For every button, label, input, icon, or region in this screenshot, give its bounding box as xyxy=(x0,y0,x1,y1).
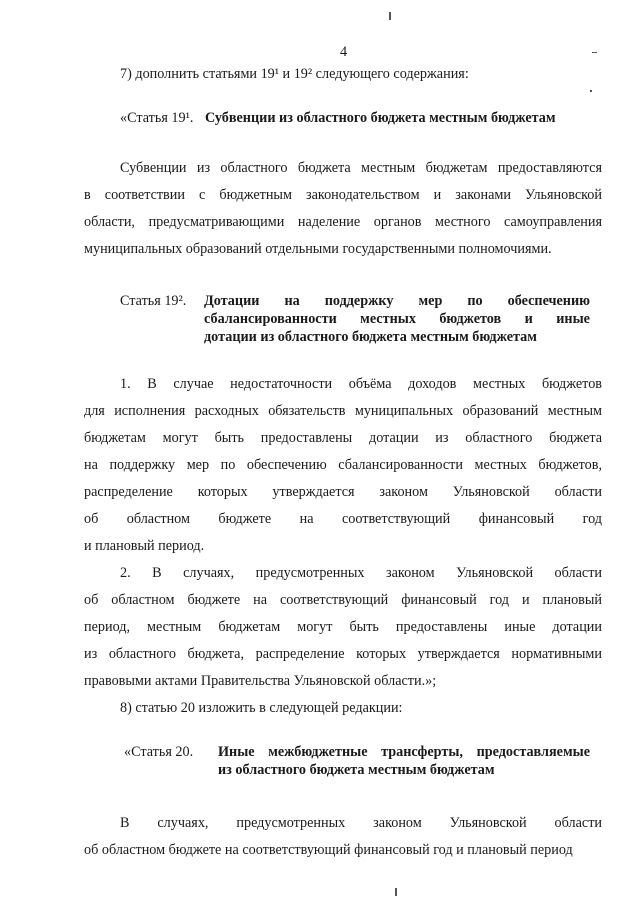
article-19-1-line: в соответствии с бюджетным законодательством и законами Ульяновской xyxy=(84,187,602,203)
article-20-line: В случаях, предусмотренных законом Ульяновской области xyxy=(120,815,602,831)
article-19-2-para1-line: бюджетам могут быть предоставлены дотации из областного бюджета xyxy=(84,430,602,446)
item-8-line: 8) статью 20 изложить в следующей редакции: xyxy=(120,700,403,716)
scan-mark xyxy=(590,90,592,92)
article-20-title-line-2: из областного бюджета местным бюджетам xyxy=(218,762,495,778)
scan-mark xyxy=(389,12,391,20)
article-20-title-line-1: Иные межбюджетные трансферты, предоставляемые xyxy=(218,744,590,760)
article-19-1-heading xyxy=(120,108,556,128)
article-19-2-para2-line: правовыми актами Правительства Ульяновской области.»; xyxy=(84,673,437,689)
article-19-2-title-line-1: Дотации на поддержку мер по обеспечению xyxy=(204,293,590,309)
scan-mark xyxy=(395,888,397,896)
article-19-1-prefix: «Статья 19¹. xyxy=(120,110,194,126)
article-19-2-para1-line: и плановый период. xyxy=(84,538,205,554)
article-19-1-line: муниципальных образований отдельными государственными полномочиями. xyxy=(84,241,552,257)
article-20-line: об областном бюджете на соответствующий финансовый год и плановый период xyxy=(84,842,573,858)
article-19-1-title: Субвенции из областного бюджета местным бюджетам xyxy=(204,110,556,126)
intro-line: 7) дополнить статьями 19¹ и 19² следующего содержания: xyxy=(120,66,469,82)
scan-mark xyxy=(592,52,597,53)
article-19-2-title-line-2: сбалансированности местных бюджетов и иные xyxy=(204,311,590,327)
article-19-2-prefix: Статья 19². xyxy=(120,293,187,309)
article-19-1-line: области, предусматривающими наделение органов местного самоуправления xyxy=(84,214,602,230)
article-19-2-para1-line: распределение которых утверждается законом Ульяновской области xyxy=(84,484,602,500)
article-19-1-line: Субвенции из областного бюджета местным бюджетам предоставляются xyxy=(120,160,602,176)
article-19-2-para1-line: для исполнения расходных обязательств муниципальных образований местным xyxy=(84,403,602,419)
page-number: 4 xyxy=(340,44,348,60)
article-19-2-title-line-3: дотации из областного бюджета местным бюджетам xyxy=(204,329,537,345)
article-19-2-para2-line: из областного бюджета, распределение которых утверждается нормативными xyxy=(84,646,602,662)
article-19-2-para1-line: об областном бюджете на соответствующий финансовый год xyxy=(84,511,602,527)
article-19-2-para2-line: 2. В случаях, предусмотренных законом Ульяновской области xyxy=(120,565,602,581)
article-20-prefix: «Статья 20. xyxy=(124,744,194,760)
article-19-2-para1-line: на поддержку мер по обеспечению сбалансированности местных бюджетов, xyxy=(84,457,602,473)
article-19-2-para1-line: 1. В случае недостаточности объёма доходов местных бюджетов xyxy=(120,376,602,392)
article-19-2-para2-line: период, местным бюджетам могут быть предоставлены иные дотации xyxy=(84,619,602,635)
article-19-2-para2-line: об областном бюджете на соответствующий финансовый год и плановый xyxy=(84,592,602,608)
